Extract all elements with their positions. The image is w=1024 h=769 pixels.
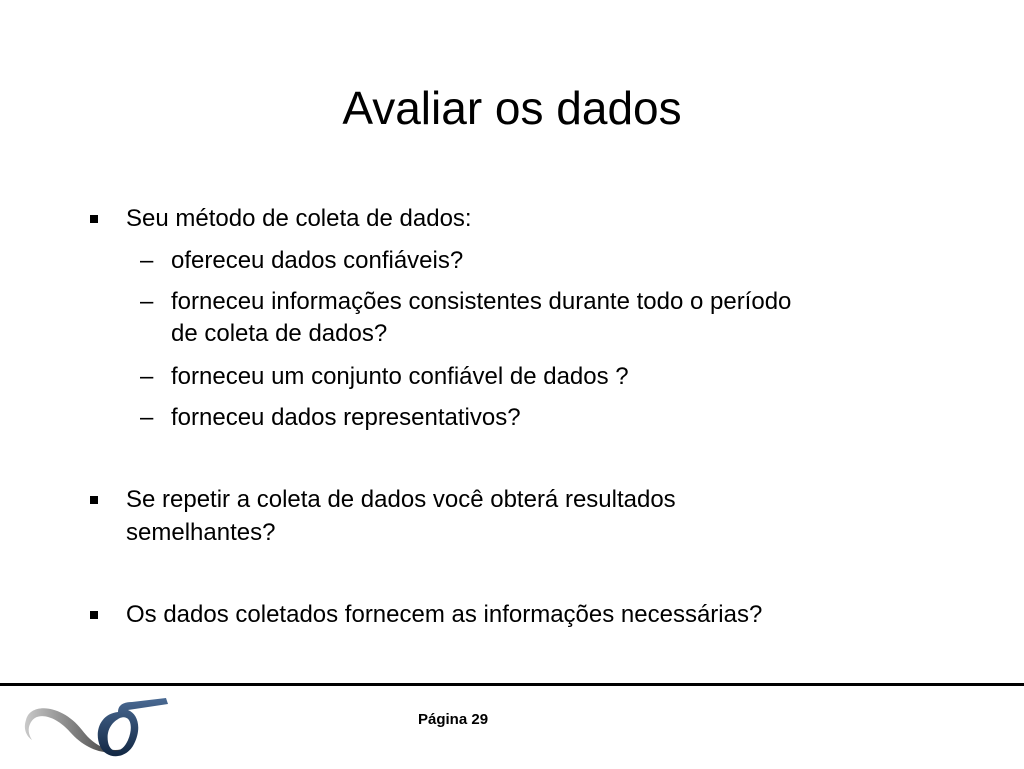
sub-item bbox=[140, 245, 931, 277]
bullet-item bbox=[126, 203, 926, 235]
sub-item-text: forneceu dados representativos? bbox=[171, 404, 521, 431]
bullet-text: Seu método de coleta de dados: bbox=[126, 205, 472, 232]
square-bullet-icon bbox=[90, 215, 98, 223]
bullet-item bbox=[126, 599, 926, 631]
dash-marker: – bbox=[140, 404, 154, 431]
dash-marker: – bbox=[140, 247, 154, 274]
footer-divider bbox=[0, 683, 1024, 686]
bullet-text: Os dados coletados fornecem as informações necessárias? bbox=[126, 601, 763, 628]
sub-item-text: forneceu informações consistentes durante todo o período bbox=[171, 288, 792, 315]
bullet-text: semelhantes? bbox=[126, 519, 276, 546]
bullet-text: Se repetir a coleta de dados você obterá resultados bbox=[126, 486, 676, 513]
page-number: Página 29 bbox=[418, 711, 489, 728]
slide-title: Avaliar os dados bbox=[342, 82, 682, 134]
square-bullet-icon bbox=[90, 611, 98, 619]
sub-item bbox=[140, 361, 931, 393]
sub-item-text: ofereceu dados confiáveis? bbox=[171, 247, 464, 274]
dash-marker: – bbox=[140, 363, 154, 390]
sub-item-text: forneceu um conjunto confiável de dados ? bbox=[171, 363, 629, 390]
sub-item-text: de coleta de dados? bbox=[171, 320, 388, 347]
sub-item bbox=[140, 286, 931, 318]
square-bullet-icon bbox=[90, 496, 98, 504]
dash-marker: – bbox=[140, 288, 154, 315]
sub-item bbox=[140, 402, 931, 434]
bullet-continuation bbox=[126, 517, 926, 549]
sigma-logo-icon bbox=[22, 692, 172, 764]
sub-item-continuation bbox=[171, 318, 931, 350]
bullet-item bbox=[126, 484, 926, 516]
